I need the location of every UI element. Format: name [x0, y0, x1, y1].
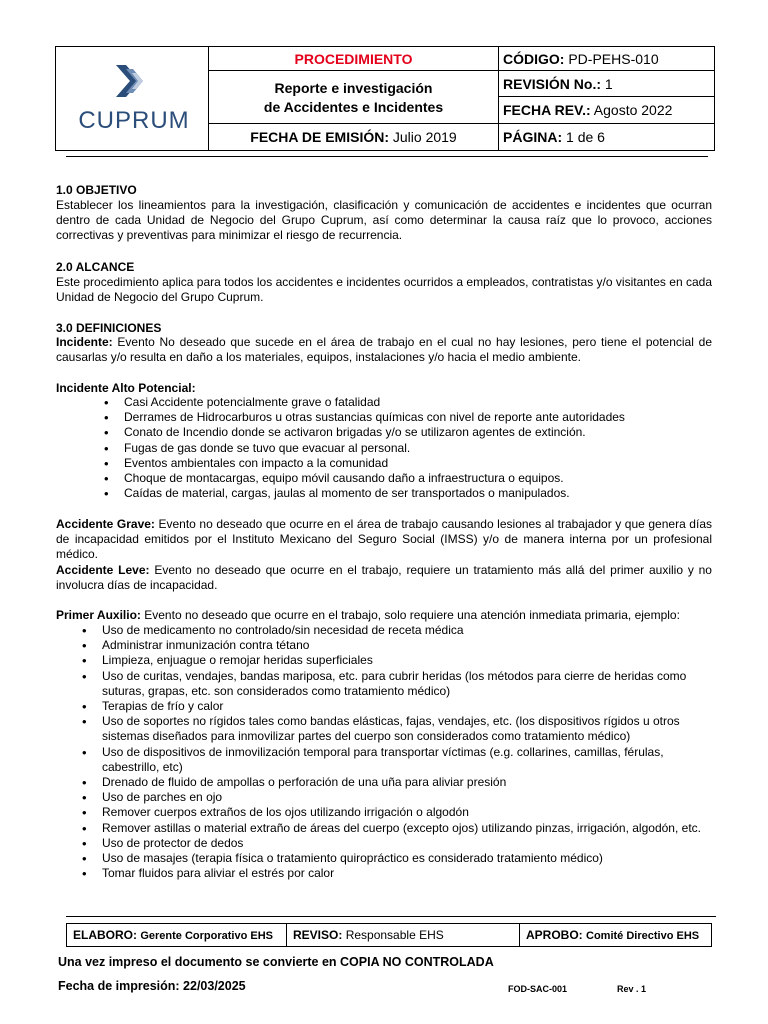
form-rev: Rev . 1: [617, 984, 647, 994]
rev-date-cell: [499, 97, 715, 124]
aprobo-label: APROBO:: [526, 928, 583, 942]
alcance-heading: 2.0 ALCANCE: [56, 260, 135, 274]
reviso-label: REVISO:: [293, 928, 343, 942]
reviso-value: Responsable EHS: [345, 928, 444, 942]
elaboro-cell: [67, 924, 287, 946]
doc-type: PROCEDIMIENTO: [209, 47, 499, 71]
list-item: • Uso de soportes no rígidos tales como bandas elásticas, fajas, vendajes, etc. (los dispositivos rígidos u otros sistemas diseñados para inmovilizar partes del cuerpo son considerados como tratamiento médico): [78, 714, 712, 744]
uncontrolled-copy-notice: [58, 955, 494, 969]
objetivo-text: Establecer los lineamientos para la investigación, clasificación y comunicación de accidentes e incidentes que ocurran dentro de cada Unidad de Negocio del Grupo Cuprum, así como determinar la causa raíz que lo provoco, acciones correctivas y preventivas para minimizar el riesgo de recurrencia.: [56, 198, 712, 242]
list-item: • Uso de protector de dedos: [78, 836, 712, 851]
doc-title: [209, 71, 499, 124]
logo-text: CUPRUM: [78, 107, 190, 134]
list-item: • Administrar inmunización contra tétano: [78, 638, 712, 653]
list-item: • Caídas de material, cargas, jaulas al momento de ser transportados o manipulados.: [100, 486, 712, 501]
primer-auxilio-definition: [56, 608, 712, 623]
doc-title-line1: Reporte e investigación: [274, 80, 433, 96]
doc-title-line2: de Accidentes e Incidentes: [263, 99, 444, 115]
code-cell: [499, 47, 715, 71]
primer-auxilio-list: [78, 623, 712, 881]
footer-divider: [66, 916, 716, 917]
page-cell: [499, 124, 715, 151]
revision-cell: [499, 71, 715, 97]
incidente-definition: [56, 335, 712, 365]
alto-potencial-list: [100, 395, 712, 501]
auxilio-text: Evento no deseado que ocurre en el trabajo, solo requiere una atención inmediata primaria, ejemplo:: [140, 608, 680, 622]
form-code: FOD-SAC-001: [508, 984, 568, 994]
definiciones-heading: 3.0 DEFINICIONES: [56, 321, 162, 335]
emission-label: FECHA DE EMISIÓN:: [250, 129, 389, 145]
aprobo-value: Comité Directivo EHS: [586, 930, 700, 942]
grave-term: Accidente Grave:: [56, 517, 155, 531]
list-item: • Fugas de gas donde se tuvo que evacuar al personal.: [100, 441, 712, 456]
elaboro-value: Gerente Corporativo EHS: [140, 930, 273, 942]
cuprum-logo-icon: [56, 47, 209, 151]
print-date-label: Fecha de impresión:: [58, 979, 180, 993]
incidente-term: Incidente:: [56, 335, 113, 349]
objetivo-heading: 1.0 OBJETIVO: [56, 183, 137, 197]
list-item: • Eventos ambientales con impacto a la comunidad: [100, 456, 712, 471]
list-item: • Tomar fluidos para aliviar el estrés por calor: [78, 866, 712, 881]
accidente-leve-definition: [56, 563, 712, 593]
list-item: • Derrames de Hidrocarburos u otras sustancias químicas con nivel de reporte ante autoridades: [100, 410, 712, 425]
list-item: • Remover astillas o material extraño de áreas del cuerpo (excepto ojos) utilizando pinzas, irrigación, algodón, etc.: [78, 821, 712, 836]
list-item: • Uso de masajes (terapia física o tratamiento quiropráctico es considerado tratamiento médico): [78, 851, 712, 866]
list-item: • Casi Accidente potencialmente grave o fatalidad: [100, 395, 712, 410]
document-header: [55, 46, 715, 151]
revision-label: REVISIÓN No.:: [503, 76, 602, 92]
code-label: CÓDIGO:: [503, 51, 565, 67]
notice-prefix: Una vez impreso el documento se convierte en: [58, 955, 341, 969]
accidente-grave-definition: [56, 517, 712, 562]
leve-text: Evento no deseado que ocurre en el trabajo, requiere un tratamiento más allá del primer auxilio y no involucra días de incapacidad.: [56, 563, 712, 592]
header-divider: [66, 156, 708, 157]
list-item: • Limpieza, enjuague o remojar heridas superficiales: [78, 653, 712, 668]
leve-term: Accidente Leve:: [56, 563, 150, 577]
grave-text: Evento no deseado que ocurre en el área de trabajo causando lesiones al trabajador y que genera días de incapacidad emitidos por el Instituto Mexicano del Seguro Social (IMSS) y/o de manera interna por un profesional médico.: [56, 517, 712, 561]
notice-emphasis: COPIA NO CONTROLADA: [340, 955, 494, 969]
auxilio-term: Primer Auxilio:: [56, 608, 141, 622]
emission-date: [209, 124, 499, 151]
page-value: 1 de 6: [566, 129, 605, 145]
list-item: • Drenado de fluido de ampollas o perforación de una uña para aliviar presión: [78, 775, 712, 790]
list-item: • Uso de curitas, vendajes, bandas mariposa, etc. para cubrir heridas (los métodos para cierre de heridas como suturas, grapas, etc. son considerados como tratamiento médico): [78, 669, 712, 699]
elaboro-label: ELABORO:: [73, 928, 137, 942]
revision-value: 1: [604, 76, 613, 92]
list-item: • Conato de Incendio donde se activaron brigadas y/o se utilizaron agentes de extinción.: [100, 425, 712, 440]
list-item: • Choque de montacargas, equipo móvil causando daño a infraestructura o equipos.: [100, 471, 712, 486]
emission-value: Julio 2019: [392, 129, 457, 145]
alcance-text: Este procedimiento aplica para todos los accidentes e incidentes ocurridos a empleados, contratistas y/o visitantes en cada Unidad de Negocio del Grupo Cuprum.: [56, 275, 712, 304]
page-label: PÁGINA:: [503, 129, 563, 145]
incidente-text: Evento No deseado que sucede en el área de trabajo en el cual no hay lesiones, pero tiene el potencial de causarlas y/o resulta en daño a los materiales, equipos, instalaciones y/o hacia el medio ambiente.: [56, 335, 712, 364]
logo-cell: [56, 47, 209, 151]
list-item: • Remover cuerpos extraños de los ojos utilizando irrigación o algodón: [78, 805, 712, 820]
list-item: • Uso de parches en ojo: [78, 790, 712, 805]
reviso-cell: [287, 924, 520, 946]
rev-date-label: FECHA REV.:: [503, 102, 591, 118]
aprobo-cell: [520, 924, 711, 946]
print-date: [58, 979, 246, 993]
list-item: • Terapias de frío y calor: [78, 699, 712, 714]
rev-date-value: Agosto 2022: [593, 102, 673, 118]
list-item: • Uso de dispositivos de inmovilización temporal para transportar víctimas (e.g. collarines, camillas, férulas, cabestrillo, etc): [78, 745, 712, 775]
code-value: PD-PEHS-010: [568, 51, 659, 67]
alto-potencial-heading: Incidente Alto Potencial:: [56, 381, 196, 395]
list-item: • Uso de medicamento no controlado/sin necesidad de receta médica: [78, 623, 712, 638]
approval-table: [66, 923, 712, 947]
print-date-value: 22/03/2025: [183, 979, 246, 993]
